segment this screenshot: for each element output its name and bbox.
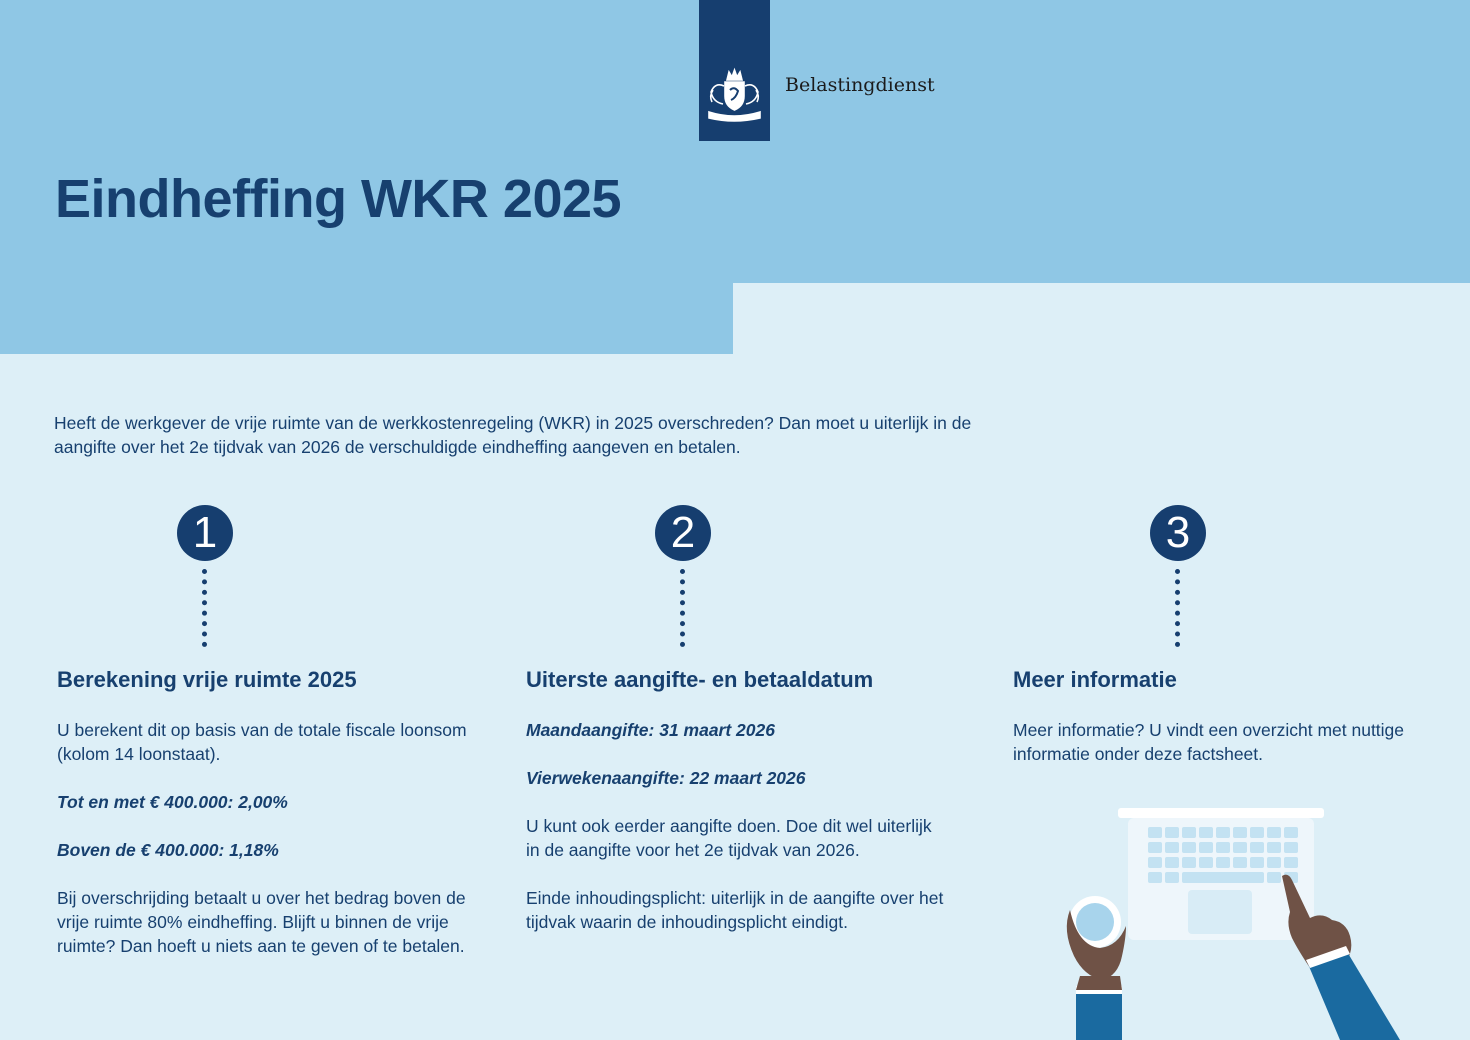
step-3-section xyxy=(1013,666,1423,790)
step-1-rate-low: Tot en met € 400.000: 2,00% xyxy=(57,792,288,812)
step-2-fourweekly-date: Vierwekenaangifte: 22 maart 2026 xyxy=(526,768,806,788)
step-1-text: U berekent dit op basis van de totale fiscale loonsom (kolom 14 loonstaat). xyxy=(57,720,467,764)
logo xyxy=(699,0,770,141)
step-1-section xyxy=(57,666,477,982)
step-2-early-filing: U kunt ook eerder aangifte doen. Doe dit wel uiterlijk in de aangifte voor het 2e tijdvak van 2026. xyxy=(526,816,932,860)
laptop-hands-coffee-icon xyxy=(1040,800,1440,1040)
step-3-heading: Meer informatie xyxy=(1013,667,1177,692)
step-3-number: 3 xyxy=(1150,505,1206,561)
step-2-number: 2 xyxy=(655,505,711,561)
step-1-explanation: Bij overschrijding betaalt u over het bedrag boven de vrije ruimte 80% eindheffing. Blijft u binnen de vrije ruimte? Dan hoeft u niets aan te geven of te betalen. xyxy=(57,888,466,956)
page-title: Eindheffing WKR 2025 xyxy=(55,169,622,229)
intro-text: Heeft de werkgever de vrije ruimte van de werkkostenregeling (WKR) in 2025 overschreden? Dan moet u uiterlijk in de aangifte over het 2e tijdvak van 2026 de verschuldigde eindheffing aangeven en betalen. xyxy=(54,413,972,457)
step-1-rate-high: Boven de € 400.000: 1,18% xyxy=(57,840,279,860)
step-1-connector xyxy=(202,569,207,647)
coat-of-arms-icon xyxy=(703,66,766,126)
step-2-monthly-date: Maandaangifte: 31 maart 2026 xyxy=(526,720,775,740)
step-2-connector xyxy=(680,569,685,647)
step-2-section xyxy=(526,666,946,958)
header-band-extension xyxy=(0,283,733,354)
step-3-text: Meer informatie? U vindt een overzicht met nuttige informatie onder deze factsheet. xyxy=(1013,720,1405,764)
step-2-end-obligation: Einde inhoudingsplicht: uiterlijk in de aangifte over het tijdvak waarin de inhoudingsplicht eindigt. xyxy=(526,888,944,932)
step-3-connector xyxy=(1175,569,1180,647)
step-1-heading: Berekening vrije ruimte 2025 xyxy=(57,667,357,692)
step-2-heading: Uiterste aangifte- en betaaldatum xyxy=(526,667,874,692)
organization-name: Belastingdienst xyxy=(785,74,935,96)
step-1-number: 1 xyxy=(177,505,233,561)
